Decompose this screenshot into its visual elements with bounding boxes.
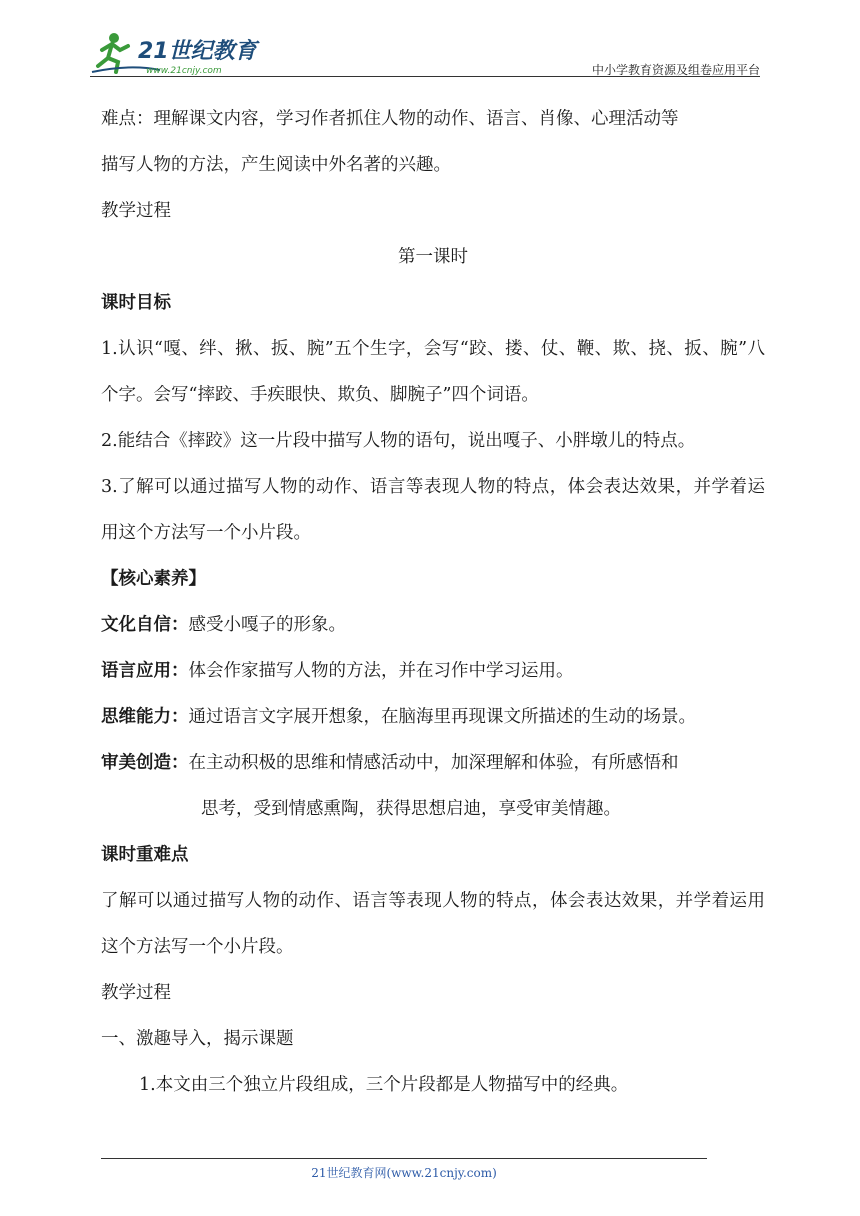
term-label: 文化自信：: [101, 615, 189, 635]
term-text: 感受小嘎子的形象。: [188, 615, 346, 635]
heading-core-literacy: 【核心素养】: [101, 569, 206, 589]
term-text: 通过语言文字展开想象，在脑海里再现课文所描述的生动的场景。: [188, 707, 696, 727]
logo: [90, 28, 270, 78]
paragraph-intro-1: 1.本文由三个独立片段组成，三个片段都是人物描写中的经典。: [139, 1075, 629, 1095]
paragraph-difficulty-2: 描写人物的方法，产生阅读中外名著的兴趣。: [101, 155, 451, 175]
goal-2: 2.能结合《摔跤》这一片段中描写人物的语句，说出嘎子、小胖墩儿的特点。: [101, 431, 696, 451]
goal-3: 3.了解可以通过描写人物的动作、语言等表现人物的特点，体会表达效果，并学着运用这个方法写一个小片段。: [101, 477, 765, 543]
header-divider: [90, 76, 760, 77]
footer-link[interactable]: 21世纪教育网(www.21cnjy.com): [311, 1166, 497, 1180]
term-text: 在主动积极的思维和情感活动中，加深理解和体验，有所感悟和: [188, 753, 679, 773]
heading-first-lesson: 第一课时: [398, 247, 468, 267]
svg-text:21世纪教育: 21世纪教育: [138, 39, 257, 64]
literacy-culture: [101, 602, 765, 648]
goal-1: 1.认识“嘎、绊、揪、扳、腕”五个生字，会写“跤、搂、仗、鞭、欺、挠、扳、腕”八个字。会写“摔跤、手疾眼快、欺负、脚腕子”四个词语。: [101, 339, 765, 405]
heading-lesson-goals: 课时目标: [101, 293, 171, 313]
heading-teaching-process: 教学过程: [101, 201, 171, 221]
literacy-aesthetic: [101, 740, 765, 786]
term-label: 审美创造：: [101, 753, 189, 773]
literacy-aesthetic-cont: 思考，受到情感熏陶，获得思想启迪，享受审美情趣。: [201, 799, 621, 819]
term-label: 语言应用：: [101, 661, 189, 681]
paragraph-difficulty-1: 难点：理解课文内容，学习作者抓住人物的动作、语言、肖像、心理活动等: [101, 109, 679, 129]
literacy-language: [101, 648, 765, 694]
literacy-thinking: [101, 694, 765, 740]
heading-teaching-process-2: 教学过程: [101, 983, 171, 1003]
page-header: [90, 28, 760, 80]
term-label: 思维能力：: [101, 707, 189, 727]
heading-key-difficulty: 课时重难点: [101, 845, 189, 865]
document-body: [101, 96, 765, 1108]
svg-text:www.21cnjy.com: www.21cnjy.com: [146, 66, 222, 76]
term-text: 体会作家描写人物的方法，并在习作中学习运用。: [188, 661, 574, 681]
footer-divider: [101, 1158, 707, 1159]
platform-name: 中小学教育资源及组卷应用平台: [591, 63, 760, 77]
paragraph-key-difficulty: 了解可以通过描写人物的动作、语言等表现人物的特点，体会表达效果，并学着运用这个方法写一个小片段。: [101, 891, 765, 957]
heading-section-1: 一、激趣导入，揭示课题: [101, 1029, 294, 1049]
logo-runner-icon: [90, 28, 270, 78]
